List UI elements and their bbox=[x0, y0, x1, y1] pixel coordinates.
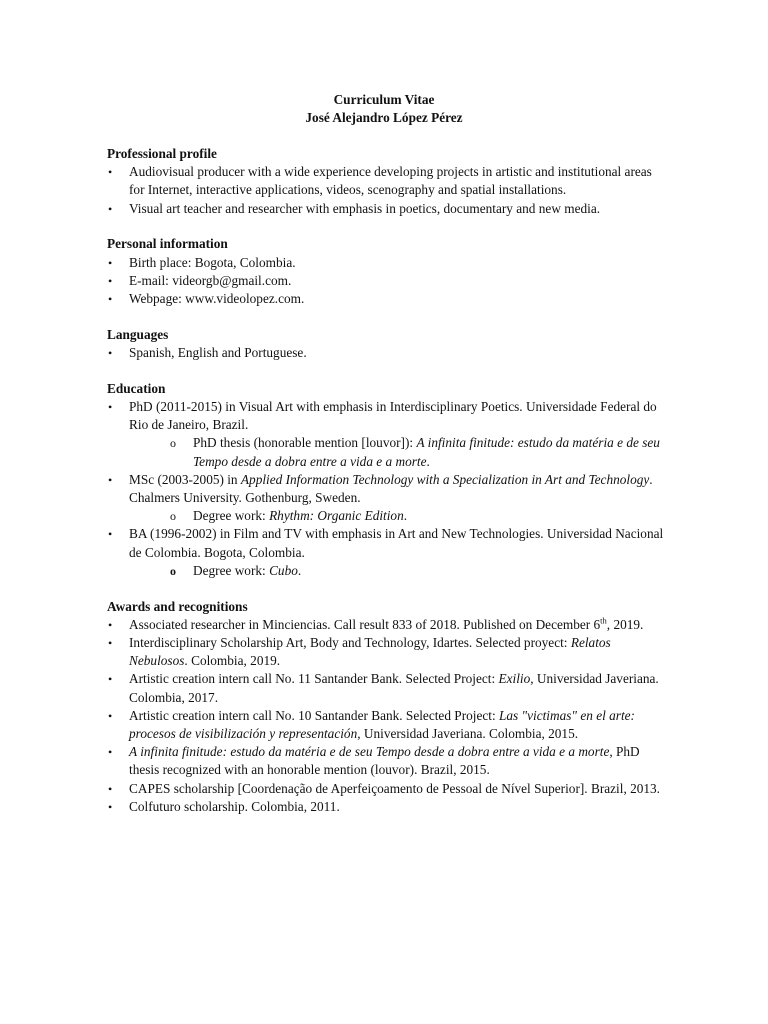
item-text: BA (1996-2002) in Film and TV with emphasis in Art and New Technologies. Universidad Nacional de Colombia. Bogota, Colombia. bbox=[129, 526, 664, 560]
project-title: Relatos Nebulosos bbox=[129, 634, 611, 669]
item-suffix: , 2019. bbox=[606, 616, 644, 632]
item-text: Artistic creation intern call No. 11 Santander Bank. Selected Project: bbox=[129, 671, 499, 687]
sub-list-item bbox=[129, 507, 667, 525]
circle-bullet-icon: o bbox=[170, 509, 176, 524]
bullet-list bbox=[107, 254, 667, 309]
item-suffix: , Universidad Javeriana. Colombia, 2017. bbox=[129, 671, 659, 705]
item-text: E-mail: videorgb@gmail.com. bbox=[129, 272, 292, 288]
list-item-phd bbox=[107, 398, 667, 471]
cv-content bbox=[107, 145, 667, 834]
list-item bbox=[107, 798, 667, 816]
section-heading: Awards and recognitions bbox=[107, 598, 248, 614]
bullet-icon: • bbox=[108, 472, 113, 487]
bullet-icon: • bbox=[108, 617, 113, 632]
bullet-list bbox=[107, 344, 667, 362]
item-suffix: . Chalmers University. Gothenburg, Sweden. bbox=[129, 471, 653, 505]
thesis-title: A infinita finitude: estudo da matéria e de seu Tempo desde a dobra entre a vida e a morte bbox=[193, 435, 660, 469]
item-text: Interdisciplinary Scholarship Art, Body and Technology, Idartes. Selected proyect: bbox=[129, 634, 571, 650]
thesis-title: A infinita finitude: estudo da matéria e de seu Tempo desde a dobra entre a vida e a morte bbox=[129, 744, 610, 760]
sub-list bbox=[129, 562, 667, 580]
degree-work-title: Cubo bbox=[269, 562, 298, 578]
item-suffix: . Colombia, 2019. bbox=[184, 653, 281, 669]
bullet-icon: • bbox=[108, 527, 113, 542]
degree-work-title: Rhythm: Organic Edition bbox=[269, 508, 404, 524]
bullet-icon: • bbox=[108, 165, 113, 180]
section-heading: Personal information bbox=[107, 236, 228, 252]
item-text: PhD (2011-2015) in Visual Art with emphasis in Interdisciplinary Poetics. Universidade Federal do Rio de Janeiro, Brazil. bbox=[129, 398, 657, 433]
ordinal-suffix: th bbox=[600, 615, 607, 626]
list-item bbox=[107, 163, 667, 199]
bullet-list bbox=[107, 163, 667, 218]
sub-list-item bbox=[129, 434, 667, 470]
section-professional-profile bbox=[107, 145, 667, 218]
bullet-icon: • bbox=[108, 399, 113, 414]
sub-list bbox=[129, 507, 667, 525]
bullet-icon: • bbox=[108, 708, 113, 723]
section-personal-information bbox=[107, 235, 667, 308]
bullet-icon: • bbox=[108, 345, 113, 360]
circle-bullet-icon: o bbox=[170, 563, 176, 578]
list-item bbox=[107, 272, 667, 290]
item-text: Audiovisual producer with a wide experience developing projects in artistic and institutional areas for Internet, interactive applications, videos, scenography and spatial installations. bbox=[129, 164, 652, 198]
list-item bbox=[107, 743, 667, 779]
bullet-list bbox=[107, 616, 667, 816]
bullet-icon: • bbox=[108, 201, 113, 216]
circle-bullet-icon: o bbox=[170, 436, 176, 451]
section-heading: Education bbox=[107, 380, 166, 396]
item-text: Birth place: Bogota, Colombia. bbox=[129, 254, 296, 270]
item-text: Artistic creation intern call No. 10 Santander Bank. Selected Project: bbox=[129, 707, 499, 723]
bullet-icon: • bbox=[108, 255, 113, 270]
section-heading: Languages bbox=[107, 326, 169, 342]
item-text: Colfuturo scholarship. Colombia, 2011. bbox=[129, 798, 340, 814]
list-item-msc bbox=[107, 471, 667, 526]
section-education bbox=[107, 380, 667, 580]
bullet-list bbox=[107, 398, 667, 580]
section-heading: Professional profile bbox=[107, 146, 217, 161]
list-item-ba bbox=[107, 525, 667, 580]
bullet-icon: • bbox=[108, 672, 113, 687]
sub-item-suffix: . bbox=[403, 508, 408, 524]
bullet-icon: • bbox=[108, 781, 113, 796]
sub-list-item bbox=[129, 562, 667, 580]
item-suffix: , PhD thesis recognized with an honorable mention (louvor). Brazil, 2015. bbox=[129, 744, 640, 778]
item-text: Webpage: www.videolopez.com. bbox=[129, 290, 305, 306]
sub-item-text: Degree work: bbox=[193, 562, 270, 578]
item-text: CAPES scholarship [Coordenação de Aperfeiçoamento de Pessoal de Nível Superior]. Brazil, 2013. bbox=[129, 780, 661, 796]
list-item bbox=[107, 344, 667, 362]
section-languages bbox=[107, 326, 667, 362]
item-suffix: , Universidad Javeriana. Colombia, 2015. bbox=[357, 725, 579, 741]
list-item bbox=[107, 780, 667, 798]
bullet-icon: • bbox=[108, 291, 113, 306]
sub-item-text: Degree work: bbox=[193, 508, 270, 524]
project-title: Exilio bbox=[498, 671, 531, 687]
sub-item-suffix: . bbox=[426, 453, 430, 469]
item-text: Visual art teacher and researcher with emphasis in poetics, documentary and new media. bbox=[129, 200, 601, 216]
project-title: Las "victimas" en el arte: procesos de visibilización y representación bbox=[129, 707, 635, 741]
program-name: Applied Information Technology with a Specialization in Art and Technology bbox=[240, 471, 650, 487]
item-text: Associated researcher in Minciencias. Call result 833 of 2018. Published on December 6 bbox=[129, 616, 601, 632]
document-title: Curriculum Vitae bbox=[333, 92, 435, 107]
bullet-icon: • bbox=[108, 273, 113, 288]
list-item bbox=[107, 290, 667, 308]
item-text: MSc (2003-2005) in bbox=[129, 471, 241, 487]
person-name: José Alejandro López Pérez bbox=[305, 110, 463, 126]
list-item bbox=[107, 254, 667, 272]
section-awards bbox=[107, 598, 667, 816]
sub-list bbox=[129, 434, 667, 470]
cv-header bbox=[0, 91, 768, 128]
sub-item-suffix: . bbox=[297, 562, 302, 578]
sub-item-text: PhD thesis (honorable mention [louvor]): bbox=[193, 435, 417, 451]
list-item bbox=[107, 634, 667, 670]
bullet-icon: • bbox=[108, 799, 113, 814]
list-item bbox=[107, 616, 667, 634]
bullet-icon: • bbox=[108, 745, 113, 760]
list-item bbox=[107, 670, 667, 706]
list-item bbox=[107, 200, 667, 218]
list-item bbox=[107, 707, 667, 743]
bullet-icon: • bbox=[108, 635, 113, 650]
item-text: Spanish, English and Portuguese. bbox=[129, 344, 307, 360]
